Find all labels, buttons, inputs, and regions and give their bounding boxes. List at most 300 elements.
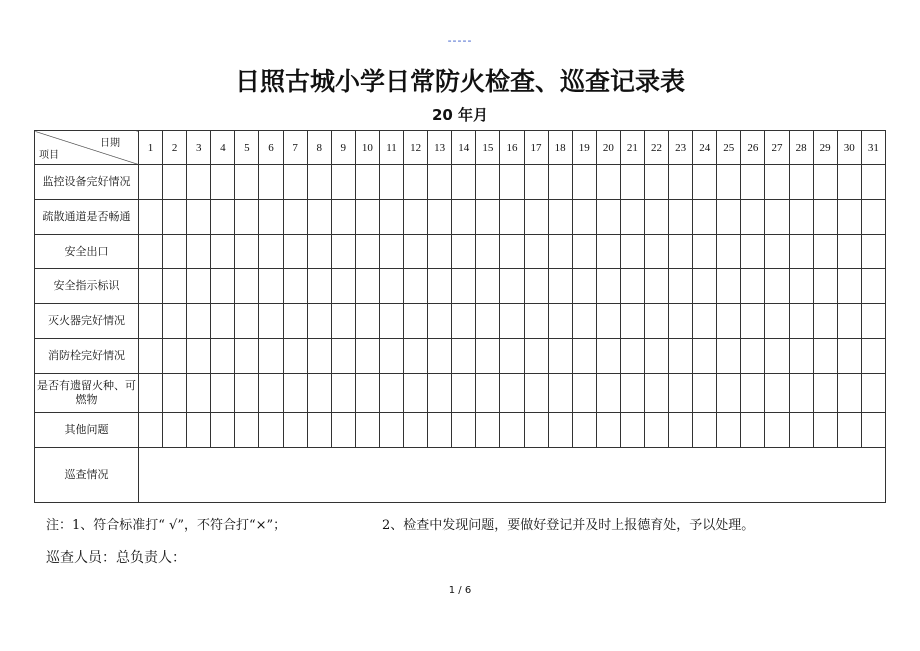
check-cell[interactable] [669, 412, 693, 447]
check-cell[interactable] [644, 199, 668, 234]
check-cell[interactable] [187, 412, 211, 447]
check-cell[interactable] [789, 199, 813, 234]
check-cell[interactable] [596, 234, 620, 269]
check-cell[interactable] [476, 304, 500, 339]
day-header: 8 [307, 131, 331, 165]
check-cell[interactable] [669, 339, 693, 374]
check-cell[interactable] [163, 234, 187, 269]
check-cell[interactable] [404, 412, 428, 447]
patrol-row [35, 447, 886, 502]
check-cell[interactable] [500, 339, 524, 374]
check-cell[interactable] [476, 269, 500, 304]
page-title: 日照古城小学日常防火检查、巡查记录表 [234, 67, 685, 96]
check-cell[interactable] [789, 304, 813, 339]
check-cell[interactable] [717, 269, 741, 304]
check-cell[interactable] [428, 339, 452, 374]
check-cell[interactable] [524, 373, 548, 412]
check-cell[interactable] [331, 339, 355, 374]
day-header: 22 [644, 131, 668, 165]
corner-item-label: 项目 [39, 150, 59, 161]
table-row [35, 304, 886, 339]
check-cell[interactable] [789, 373, 813, 412]
check-cell[interactable] [837, 165, 861, 200]
check-cell[interactable] [355, 234, 379, 269]
check-cell[interactable] [741, 304, 765, 339]
check-cell[interactable] [669, 165, 693, 200]
check-cell[interactable] [765, 269, 789, 304]
check-cell[interactable] [379, 339, 403, 374]
check-cell[interactable] [765, 234, 789, 269]
check-cell[interactable] [693, 412, 717, 447]
check-cell[interactable] [500, 373, 524, 412]
check-cell[interactable] [452, 412, 476, 447]
check-cell[interactable] [283, 339, 307, 374]
notes [46, 514, 886, 533]
check-cell[interactable] [741, 199, 765, 234]
check-cell[interactable] [283, 165, 307, 200]
check-cell[interactable] [331, 269, 355, 304]
check-cell[interactable] [379, 373, 403, 412]
day-header: 1 [139, 131, 163, 165]
check-cell[interactable] [693, 234, 717, 269]
day-header: 10 [355, 131, 379, 165]
check-cell[interactable] [452, 165, 476, 200]
day-header: 27 [765, 131, 789, 165]
check-cell[interactable] [765, 304, 789, 339]
check-cell[interactable] [476, 373, 500, 412]
check-cell[interactable] [428, 304, 452, 339]
check-cell[interactable] [476, 339, 500, 374]
check-cell[interactable] [476, 412, 500, 447]
check-cell[interactable] [524, 234, 548, 269]
check-cell[interactable] [259, 234, 283, 269]
note-2: 2、检查中发现问题，要做好登记并及时上报德育处，予以处理。 [382, 518, 755, 533]
check-cell[interactable] [235, 412, 259, 447]
check-cell[interactable] [428, 199, 452, 234]
check-cell[interactable] [211, 269, 235, 304]
check-cell[interactable] [307, 304, 331, 339]
check-cell[interactable] [789, 165, 813, 200]
check-cell[interactable] [765, 412, 789, 447]
check-cell[interactable] [211, 234, 235, 269]
check-cell[interactable] [620, 373, 644, 412]
check-cell[interactable] [307, 339, 331, 374]
check-cell[interactable] [139, 304, 163, 339]
check-cell[interactable] [693, 339, 717, 374]
check-cell[interactable] [669, 199, 693, 234]
check-cell[interactable] [283, 269, 307, 304]
check-cell[interactable] [789, 412, 813, 447]
check-cell[interactable] [620, 165, 644, 200]
check-cell[interactable] [187, 269, 211, 304]
check-cell[interactable] [331, 165, 355, 200]
check-cell[interactable] [379, 412, 403, 447]
day-header: 16 [500, 131, 524, 165]
check-cell[interactable] [235, 339, 259, 374]
check-cell[interactable] [163, 412, 187, 447]
page-subtitle: 20 年月 [431, 106, 489, 124]
check-cell[interactable] [500, 412, 524, 447]
check-cell[interactable] [813, 199, 837, 234]
check-cell[interactable] [693, 199, 717, 234]
check-cell[interactable] [500, 165, 524, 200]
check-cell[interactable] [837, 199, 861, 234]
check-cell[interactable] [307, 412, 331, 447]
check-cell[interactable] [644, 412, 668, 447]
day-header: 23 [669, 131, 693, 165]
check-cell[interactable] [139, 373, 163, 412]
check-cell[interactable] [235, 234, 259, 269]
check-cell[interactable] [211, 199, 235, 234]
check-cell[interactable] [572, 165, 596, 200]
check-cell[interactable] [404, 269, 428, 304]
check-cell[interactable] [259, 269, 283, 304]
check-cell[interactable] [813, 165, 837, 200]
table-header-row [35, 131, 886, 165]
check-cell[interactable] [500, 199, 524, 234]
check-cell[interactable] [139, 199, 163, 234]
check-cell[interactable] [717, 304, 741, 339]
day-header: 29 [813, 131, 837, 165]
check-cell[interactable] [669, 234, 693, 269]
table-row [35, 165, 886, 200]
check-cell[interactable] [548, 165, 572, 200]
check-cell[interactable] [163, 269, 187, 304]
check-cell[interactable] [789, 269, 813, 304]
check-cell[interactable] [644, 339, 668, 374]
row-label: 其他问题 [35, 412, 139, 447]
check-cell[interactable] [644, 234, 668, 269]
check-cell[interactable] [163, 373, 187, 412]
day-header: 9 [331, 131, 355, 165]
check-cell[interactable] [355, 304, 379, 339]
row-label: 灭火器完好情况 [35, 304, 139, 339]
check-cell[interactable] [331, 412, 355, 447]
check-cell[interactable] [379, 199, 403, 234]
check-cell[interactable] [163, 304, 187, 339]
check-cell[interactable] [259, 339, 283, 374]
check-cell[interactable] [259, 373, 283, 412]
day-header: 17 [524, 131, 548, 165]
check-cell[interactable] [572, 373, 596, 412]
check-cell[interactable] [765, 165, 789, 200]
patrol-label: 巡查情况 [35, 447, 139, 502]
check-cell[interactable] [572, 269, 596, 304]
check-cell[interactable] [307, 234, 331, 269]
check-cell[interactable] [837, 339, 861, 374]
check-cell[interactable] [500, 269, 524, 304]
check-cell[interactable] [404, 339, 428, 374]
check-cell[interactable] [452, 199, 476, 234]
check-cell[interactable] [331, 373, 355, 412]
day-header: 12 [404, 131, 428, 165]
check-cell[interactable] [861, 199, 885, 234]
check-cell[interactable] [813, 412, 837, 447]
check-cell[interactable] [861, 339, 885, 374]
check-cell[interactable] [259, 412, 283, 447]
check-cell[interactable] [235, 165, 259, 200]
check-cell[interactable] [211, 304, 235, 339]
check-cell[interactable] [187, 234, 211, 269]
check-cell[interactable] [693, 269, 717, 304]
check-cell[interactable] [620, 269, 644, 304]
row-label: 安全指示标识 [35, 269, 139, 304]
day-header: 6 [259, 131, 283, 165]
check-cell[interactable] [307, 165, 331, 200]
check-cell[interactable] [163, 199, 187, 234]
check-cell[interactable] [379, 304, 403, 339]
check-cell[interactable] [452, 373, 476, 412]
check-cell[interactable] [211, 165, 235, 200]
check-cell[interactable] [259, 304, 283, 339]
check-cell[interactable] [235, 199, 259, 234]
check-cell[interactable] [187, 339, 211, 374]
check-cell[interactable] [741, 412, 765, 447]
check-cell[interactable] [837, 412, 861, 447]
check-cell[interactable] [187, 199, 211, 234]
check-cell[interactable] [572, 412, 596, 447]
check-cell[interactable] [644, 165, 668, 200]
day-header: 5 [235, 131, 259, 165]
check-cell[interactable] [669, 373, 693, 412]
check-cell[interactable] [211, 339, 235, 374]
day-header: 26 [741, 131, 765, 165]
day-header: 3 [187, 131, 211, 165]
check-cell[interactable] [572, 199, 596, 234]
check-cell[interactable] [139, 412, 163, 447]
check-cell[interactable] [837, 234, 861, 269]
table-row [35, 234, 886, 269]
check-cell[interactable] [404, 234, 428, 269]
day-header: 13 [428, 131, 452, 165]
check-cell[interactable] [644, 269, 668, 304]
check-cell[interactable] [283, 304, 307, 339]
check-cell[interactable] [379, 165, 403, 200]
check-cell[interactable] [524, 165, 548, 200]
check-cell[interactable] [572, 304, 596, 339]
check-cell[interactable] [644, 373, 668, 412]
check-cell[interactable] [452, 269, 476, 304]
check-cell[interactable] [741, 234, 765, 269]
check-cell[interactable] [235, 304, 259, 339]
check-cell[interactable] [572, 234, 596, 269]
check-cell[interactable] [572, 339, 596, 374]
check-cell[interactable] [476, 234, 500, 269]
check-cell[interactable] [861, 234, 885, 269]
check-cell[interactable] [861, 165, 885, 200]
check-cell[interactable] [524, 412, 548, 447]
table-row [35, 373, 886, 412]
check-cell[interactable] [404, 304, 428, 339]
patrol-notes-cell[interactable] [139, 447, 886, 502]
check-cell[interactable] [741, 165, 765, 200]
check-cell[interactable] [861, 304, 885, 339]
check-cell[interactable] [307, 199, 331, 234]
check-cell[interactable] [379, 234, 403, 269]
check-cell[interactable] [620, 234, 644, 269]
check-cell[interactable] [187, 373, 211, 412]
check-cell[interactable] [789, 339, 813, 374]
check-cell[interactable] [404, 373, 428, 412]
check-cell[interactable] [163, 165, 187, 200]
check-cell[interactable] [596, 373, 620, 412]
check-cell[interactable] [813, 304, 837, 339]
check-cell[interactable] [235, 269, 259, 304]
check-cell[interactable] [837, 373, 861, 412]
check-cell[interactable] [355, 199, 379, 234]
check-cell[interactable] [428, 234, 452, 269]
day-header: 7 [283, 131, 307, 165]
check-cell[interactable] [379, 269, 403, 304]
check-cell[interactable] [283, 199, 307, 234]
check-cell[interactable] [404, 165, 428, 200]
check-cell[interactable] [717, 199, 741, 234]
check-cell[interactable] [235, 373, 259, 412]
check-cell[interactable] [139, 165, 163, 200]
check-cell[interactable] [476, 165, 500, 200]
check-cell[interactable] [717, 234, 741, 269]
check-cell[interactable] [813, 234, 837, 269]
check-cell[interactable] [428, 269, 452, 304]
check-cell[interactable] [524, 339, 548, 374]
table-row [35, 199, 886, 234]
check-cell[interactable] [620, 339, 644, 374]
check-cell[interactable] [283, 412, 307, 447]
check-cell[interactable] [259, 199, 283, 234]
check-cell[interactable] [283, 373, 307, 412]
check-cell[interactable] [693, 165, 717, 200]
check-cell[interactable] [861, 269, 885, 304]
row-label: 疏散通道是否畅通 [35, 199, 139, 234]
check-cell[interactable] [139, 234, 163, 269]
check-cell[interactable] [452, 339, 476, 374]
check-cell[interactable] [765, 373, 789, 412]
check-cell[interactable] [548, 269, 572, 304]
check-cell[interactable] [355, 165, 379, 200]
check-cell[interactable] [548, 304, 572, 339]
check-cell[interactable] [355, 269, 379, 304]
day-header: 19 [572, 131, 596, 165]
check-cell[interactable] [163, 339, 187, 374]
day-header: 28 [789, 131, 813, 165]
day-header: 2 [163, 131, 187, 165]
check-cell[interactable] [669, 304, 693, 339]
check-cell[interactable] [620, 199, 644, 234]
check-cell[interactable] [741, 269, 765, 304]
page-indicator: 1 / 6 [448, 585, 472, 596]
check-cell[interactable] [620, 304, 644, 339]
check-cell[interactable] [139, 339, 163, 374]
check-cell[interactable] [693, 304, 717, 339]
corner-date-label: 日期 [100, 138, 120, 149]
check-cell[interactable] [596, 199, 620, 234]
check-cell[interactable] [500, 304, 524, 339]
check-cell[interactable] [428, 412, 452, 447]
check-cell[interactable] [404, 199, 428, 234]
check-cell[interactable] [548, 412, 572, 447]
check-cell[interactable] [500, 234, 524, 269]
check-cell[interactable] [789, 234, 813, 269]
day-header: 30 [837, 131, 861, 165]
check-cell[interactable] [837, 304, 861, 339]
check-cell[interactable] [644, 304, 668, 339]
check-cell[interactable] [596, 165, 620, 200]
check-cell[interactable] [861, 373, 885, 412]
check-cell[interactable] [428, 165, 452, 200]
check-cell[interactable] [452, 304, 476, 339]
check-cell[interactable] [596, 412, 620, 447]
check-cell[interactable] [211, 373, 235, 412]
note-1: 注：1、符合标准打“ √”，不符合打“×”； [46, 518, 287, 533]
check-cell[interactable] [355, 373, 379, 412]
check-cell[interactable] [548, 373, 572, 412]
header-mark: ----- [447, 34, 473, 47]
check-cell[interactable] [524, 199, 548, 234]
table-row [35, 269, 886, 304]
check-cell[interactable] [765, 339, 789, 374]
check-cell[interactable] [861, 412, 885, 447]
check-cell[interactable] [813, 373, 837, 412]
check-cell[interactable] [355, 412, 379, 447]
check-cell[interactable] [331, 234, 355, 269]
table-row [35, 412, 886, 447]
check-cell[interactable] [717, 412, 741, 447]
check-cell[interactable] [693, 373, 717, 412]
day-header: 14 [452, 131, 476, 165]
check-cell[interactable] [620, 412, 644, 447]
check-cell[interactable] [331, 199, 355, 234]
corner-cell [35, 131, 139, 165]
check-cell[interactable] [307, 269, 331, 304]
check-cell[interactable] [211, 412, 235, 447]
check-cell[interactable] [548, 199, 572, 234]
check-cell[interactable] [717, 373, 741, 412]
check-cell[interactable] [428, 373, 452, 412]
check-cell[interactable] [476, 199, 500, 234]
check-cell[interactable] [139, 269, 163, 304]
check-cell[interactable] [813, 269, 837, 304]
check-cell[interactable] [596, 339, 620, 374]
check-cell[interactable] [765, 199, 789, 234]
row-label: 安全出口 [35, 234, 139, 269]
check-cell[interactable] [717, 165, 741, 200]
check-cell[interactable] [717, 339, 741, 374]
day-header: 31 [861, 131, 885, 165]
check-cell[interactable] [524, 269, 548, 304]
day-header: 25 [717, 131, 741, 165]
check-cell[interactable] [837, 269, 861, 304]
check-cell[interactable] [355, 339, 379, 374]
check-cell[interactable] [283, 234, 307, 269]
check-cell[interactable] [524, 304, 548, 339]
check-cell[interactable] [741, 339, 765, 374]
check-cell[interactable] [187, 165, 211, 200]
check-cell[interactable] [741, 373, 765, 412]
check-cell[interactable] [813, 339, 837, 374]
check-cell[interactable] [307, 373, 331, 412]
check-cell[interactable] [259, 165, 283, 200]
check-cell[interactable] [331, 304, 355, 339]
check-cell[interactable] [452, 234, 476, 269]
check-cell[interactable] [548, 234, 572, 269]
check-cell[interactable] [548, 339, 572, 374]
check-cell[interactable] [669, 269, 693, 304]
check-cell[interactable] [187, 304, 211, 339]
row-label: 是否有遗留火种、可燃物 [35, 373, 139, 412]
check-cell[interactable] [596, 269, 620, 304]
row-label: 消防栓完好情况 [35, 339, 139, 374]
check-cell[interactable] [596, 304, 620, 339]
